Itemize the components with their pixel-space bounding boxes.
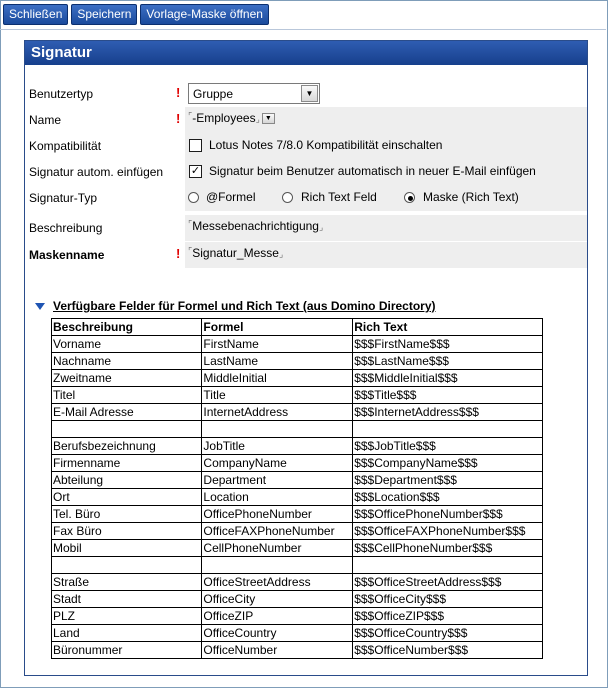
compatibility-checkbox-label[interactable]: Lotus Notes 7/8.0 Kompatibilität einschalten (209, 138, 443, 152)
kompatibilitaet-label: Kompatibilität (29, 139, 102, 153)
name-input[interactable] (188, 111, 275, 125)
table-row (52, 336, 543, 353)
table-cell: OfficePhoneNumber (202, 506, 353, 523)
chevron-down-icon[interactable]: ▼ (301, 85, 318, 102)
table-cell: OfficeCity (202, 591, 353, 608)
radio-formel-label[interactable]: @Formel (206, 190, 256, 204)
table-row (52, 506, 543, 523)
column-header: Beschreibung (52, 319, 202, 336)
autom-einfuegen-label: Signatur autom. einfügen (29, 165, 164, 179)
row-name (25, 107, 587, 133)
beschreibung-input[interactable] (188, 219, 323, 233)
radio-formel[interactable] (188, 192, 199, 203)
table-cell (52, 421, 202, 438)
autom-einfuegen-field (185, 159, 587, 185)
table-cell: OfficeNumber (202, 642, 353, 659)
table-cell: $$$CellPhoneNumber$$$ (353, 540, 543, 557)
close-button[interactable]: Schließen (3, 4, 68, 25)
table-row (52, 523, 543, 540)
open-template-mask-button[interactable]: Vorlage-Maske öffnen (140, 4, 269, 25)
benutzertyp-value: Gruppe (193, 87, 234, 101)
table-cell: CompanyName (202, 455, 353, 472)
table-cell: $$$OfficePhoneNumber$$$ (353, 506, 543, 523)
table-row (52, 557, 543, 574)
panel-title: Signatur (25, 41, 587, 65)
table-row (52, 642, 543, 659)
row-signatur-typ (25, 185, 587, 211)
field-start-marker-icon: ⌜ (188, 219, 193, 229)
table-cell (52, 557, 202, 574)
table-cell: OfficeFAXPhoneNumber (202, 523, 353, 540)
table-cell: $$$LastName$$$ (353, 353, 543, 370)
table-cell: Nachname (52, 353, 202, 370)
triangle-down-icon[interactable] (35, 303, 45, 310)
maskenname-value: Signatur_Messe (192, 246, 279, 260)
field-end-marker-icon: ⌟ (318, 222, 324, 232)
row-benutzertyp (25, 81, 587, 107)
table-cell: $$$FirstName$$$ (353, 336, 543, 353)
table-row (52, 370, 543, 387)
radio-maske[interactable] (404, 192, 415, 203)
table-cell (202, 557, 353, 574)
fields-section-title[interactable]: Verfügbare Felder für Formel und Rich Text (aus Domino Directory) (53, 299, 436, 313)
column-header: Rich Text (353, 319, 543, 336)
table-cell: Department (202, 472, 353, 489)
table-cell: Zweitname (52, 370, 202, 387)
table-row (52, 472, 543, 489)
table-cell: $$$CompanyName$$$ (353, 455, 543, 472)
signatur-typ-label: Signatur-Typ (29, 191, 98, 205)
table-cell: JobTitle (202, 438, 353, 455)
radio-rich-text-feld-label[interactable]: Rich Text Feld (301, 190, 377, 204)
row-beschreibung (25, 215, 587, 241)
table-cell: Title (202, 387, 353, 404)
row-autom-einfuegen (25, 159, 587, 185)
table-cell: $$$JobTitle$$$ (353, 438, 543, 455)
table-cell: Vorname (52, 336, 202, 353)
table-cell: $$$OfficeFAXPhoneNumber$$$ (353, 523, 543, 540)
field-end-marker-icon: ⌟ (255, 114, 260, 124)
benutzertyp-field-bg (185, 81, 587, 107)
beschreibung-value: Messebenachrichtigung (192, 219, 319, 233)
table-cell: OfficeZIP (202, 608, 353, 625)
maskenname-input[interactable] (188, 246, 283, 260)
auto-insert-checkbox-label[interactable]: Signatur beim Benutzer automatisch in neuer E-Mail einfügen (209, 164, 536, 178)
table-row (52, 387, 543, 404)
table-cell: $$$Department$$$ (353, 472, 543, 489)
table-cell: $$$Location$$$ (353, 489, 543, 506)
table-row (52, 438, 543, 455)
table-cell: PLZ (52, 608, 202, 625)
field-start-marker-icon: ⌜ (188, 246, 193, 256)
name-value: -Employees (192, 111, 256, 125)
table-cell: Mobil (52, 540, 202, 557)
table-cell: Ort (52, 489, 202, 506)
auto-insert-checkbox[interactable]: ✓ (190, 165, 201, 177)
required-mark: ! (176, 111, 181, 126)
fields-section-header[interactable] (35, 299, 436, 313)
toolbar-divider (0, 29, 606, 30)
signatur-typ-field (185, 185, 587, 211)
table-row (52, 489, 543, 506)
table-cell: Straße (52, 574, 202, 591)
chevron-down-icon[interactable]: ▼ (262, 113, 275, 124)
table-cell: Firmenname (52, 455, 202, 472)
required-mark: ! (176, 85, 181, 100)
save-button[interactable]: Speichern (71, 4, 137, 25)
row-maskenname (25, 242, 587, 268)
table-row (52, 404, 543, 421)
table-cell: InternetAddress (202, 404, 353, 421)
maskenname-field (185, 242, 587, 268)
maskenname-label: Maskenname (29, 248, 105, 262)
table-cell: MiddleInitial (202, 370, 353, 387)
signature-panel (24, 40, 588, 676)
table-cell: $$$MiddleInitial$$$ (353, 370, 543, 387)
compatibility-checkbox[interactable] (189, 139, 202, 152)
table-cell: Tel. Büro (52, 506, 202, 523)
benutzertyp-select[interactable] (188, 83, 320, 104)
table-row (52, 625, 543, 642)
table-cell: CellPhoneNumber (202, 540, 353, 557)
table-cell (353, 421, 543, 438)
table-cell (202, 421, 353, 438)
radio-rich-text-feld[interactable] (282, 192, 293, 203)
field-end-marker-icon: ⌟ (278, 249, 284, 259)
row-kompatibilitaet (25, 133, 587, 159)
table-row (52, 455, 543, 472)
beschreibung-label: Beschreibung (29, 221, 103, 235)
table-cell: $$$OfficeStreetAddress$$$ (353, 574, 543, 591)
table-cell: Berufsbezeichnung (52, 438, 202, 455)
table-cell: Büronummer (52, 642, 202, 659)
column-header: Formel (202, 319, 353, 336)
table-cell: OfficeStreetAddress (202, 574, 353, 591)
table-cell: $$$InternetAddress$$$ (353, 404, 543, 421)
table-cell: FirstName (202, 336, 353, 353)
table-cell: $$$OfficeZIP$$$ (353, 608, 543, 625)
table-cell: $$$OfficeCountry$$$ (353, 625, 543, 642)
benutzertyp-label: Benutzertyp (29, 87, 94, 101)
table-row (52, 574, 543, 591)
table-cell: LastName (202, 353, 353, 370)
table-cell: Abteilung (52, 472, 202, 489)
name-field (185, 107, 587, 133)
table-cell: $$$OfficeNumber$$$ (353, 642, 543, 659)
table-cell: $$$OfficeCity$$$ (353, 591, 543, 608)
table-row (52, 591, 543, 608)
beschreibung-field (185, 215, 587, 241)
table-cell: E-Mail Adresse (52, 404, 202, 421)
field-start-marker-icon: ⌜ (188, 111, 193, 121)
toolbar (3, 4, 269, 26)
name-label: Name (29, 113, 62, 127)
table-cell: Fax Büro (52, 523, 202, 540)
table-cell: Location (202, 489, 353, 506)
table-row (52, 353, 543, 370)
radio-maske-label[interactable]: Maske (Rich Text) (423, 190, 519, 204)
required-mark: ! (176, 246, 181, 261)
table-cell: OfficeCountry (202, 625, 353, 642)
table-body (52, 336, 543, 659)
kompatibilitaet-field (185, 133, 587, 159)
table-header-row (52, 319, 543, 336)
table-row (52, 421, 543, 438)
available-fields-table (51, 318, 543, 659)
table-cell (353, 557, 543, 574)
table-cell: Land (52, 625, 202, 642)
table-cell: $$$Title$$$ (353, 387, 543, 404)
table-row (52, 540, 543, 557)
table-row (52, 608, 543, 625)
table-cell: Stadt (52, 591, 202, 608)
table-cell: Titel (52, 387, 202, 404)
